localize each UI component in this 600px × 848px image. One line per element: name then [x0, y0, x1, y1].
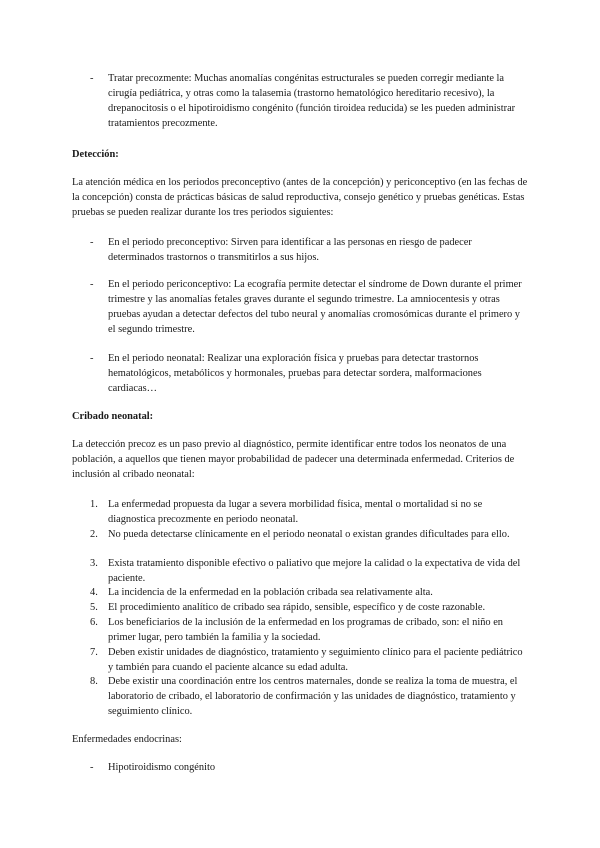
- criteria-item: [90, 600, 530, 615]
- criteria-item: [90, 645, 530, 675]
- criteria-number: 7.: [90, 647, 98, 658]
- list-item: [90, 351, 530, 396]
- criteria-text: No pueda detectarse clínicamente en el periodo neonatal o existan grandes dificultades para ello.: [108, 529, 510, 540]
- section-heading-endocrinas: Enfermedades endocrinas:: [72, 734, 182, 745]
- criteria-number: 1.: [90, 499, 98, 510]
- deteccion-bullet-text: En el periodo neonatal: Realizar una exploración física y pruebas para detectar trastornos hematológicos, metabólicos y hormonales, pruebas para detectar sordera, malformaciones cardiacas…: [108, 353, 482, 394]
- criteria-number: 8.: [90, 676, 98, 687]
- endocrinas-bullet-text: Hipotiroidismo congénito: [108, 762, 216, 773]
- section-heading-deteccion: Detección:: [72, 149, 119, 160]
- criteria-text: La enfermedad propuesta da lugar a severa morbilidad física, mental o mortalidad si no se diagnostica precozmente en periodo neonatal.: [108, 499, 483, 525]
- criteria-item: [90, 585, 530, 600]
- section-heading-cribado: Cribado neonatal:: [72, 411, 154, 422]
- list-item: [90, 71, 530, 131]
- deteccion-bullet-text: En el periodo preconceptivo: Sirven para identificar a las personas en riesgo de padecer determinados trastornos o transmitirlos a sus hijos.: [108, 237, 472, 263]
- criteria-number: 2.: [90, 529, 98, 540]
- criteria-number: 6.: [90, 617, 98, 628]
- deteccion-paragraph: La atención médica en los periodos preconceptivo (antes de la concepción) y periconceptivo (en las fechas de la concepción) consta de prácticas básicas de salud reproductiva, consejo genético y pruebas genéticas. Estas pruebas se pueden realizar durante los tres periodos siguientes:: [72, 177, 528, 218]
- deteccion-bullet-text: En el periodo periconceptivo: La ecografía permite detectar el síndrome de Down durante el primer trimestre y las anomalías fetales graves durante el segundo trimestre. La amniocentesis y otras pruebas ayudan a detectar defectos del tubo neural y anomalías cromosómicas durante el primero y el segundo trimestre.: [108, 279, 522, 335]
- criteria-item: [90, 497, 530, 527]
- criteria-item: [90, 556, 530, 586]
- criteria-item: [90, 674, 530, 719]
- criteria-text: Los beneficiarios de la inclusión de la enfermedad en los programas de cribado, son: el niño en primer lugar, pero también la familia y la sociedad.: [108, 617, 504, 643]
- criteria-text: El procedimiento analítico de cribado sea rápido, sensible, específico y de coste razonable.: [108, 602, 486, 613]
- bullet-dash: -: [90, 279, 94, 290]
- criteria-text: Exista tratamiento disponible efectivo o paliativo que mejore la calidad o la expectativa de vida del paciente.: [108, 558, 521, 584]
- criteria-item: [90, 615, 530, 645]
- criteria-text: Deben existir unidades de diagnóstico, tratamiento y seguimiento clínico para el paciente pediátrico y también para cuando el paciente alcance su edad adulta.: [108, 647, 523, 673]
- list-item: [90, 235, 530, 265]
- criteria-number: 3.: [90, 558, 98, 569]
- criteria-item: [90, 527, 530, 542]
- bullet-dash: -: [90, 762, 94, 773]
- list-item: [90, 760, 530, 775]
- criteria-number: 5.: [90, 602, 98, 613]
- bullet-dash: -: [90, 353, 94, 364]
- criteria-text: Debe existir una coordinación entre los centros maternales, donde se realiza la toma de muestra, el laboratorio de cribado, el laboratorio de confirmación y las unidades de diagnóstico, tratamiento y seguimiento clínico.: [108, 676, 518, 717]
- bullet-dash: -: [90, 237, 94, 248]
- cribado-paragraph: La detección precoz es un paso previo al diagnóstico, permite identificar entre todos los neonatos de una población, a aquellos que tienen mayor probabilidad de padecer una determinada enfermedad. Criterios de inclusión al cribado neonatal:: [72, 439, 515, 480]
- bullet-dash: -: [90, 73, 94, 84]
- list-item: [90, 277, 530, 337]
- criteria-text: La incidencia de la enfermedad en la población cribada sea relativamente alta.: [108, 587, 433, 598]
- intro-bullet-text: Tratar precozmente: Muchas anomalías congénitas estructurales se pueden corregir mediante la cirugía pediátrica, y otras como la talasemia (trastorno hematológico hereditario recesivo), la drepanocitosis o el hipotiroidismo congénito (función tiroidea reducida) se les pueden administrar tratamientos precozmente.: [108, 73, 516, 129]
- criteria-number: 4.: [90, 587, 98, 598]
